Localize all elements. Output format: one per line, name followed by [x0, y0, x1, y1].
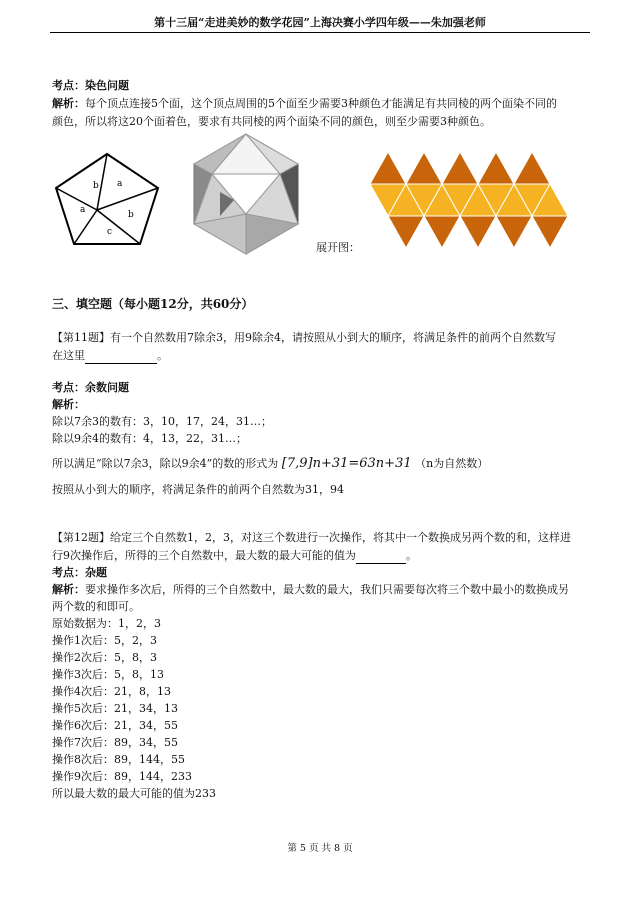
kaodian-value: 染色问题 [85, 79, 129, 92]
q12-text: 。 [406, 549, 417, 562]
jiexi-label: 解析： [52, 398, 85, 411]
coloring-kaodian [52, 78, 129, 94]
region-label: a [80, 205, 86, 215]
q11-text: 在这里 [52, 349, 85, 362]
net-triangle [496, 216, 532, 248]
net-triangle [388, 216, 424, 248]
mod9-line: 除以9余4的数有：4，13，22，31…； [52, 432, 247, 445]
coloring-analysis-line2: 颜色，所以将这20个面着色，要求有共同棱的两个面染不同的颜色，则至少需要3种颜色。 [52, 115, 491, 128]
kaodian-value: 余数问题 [85, 381, 129, 394]
pentagon-figure [52, 150, 162, 250]
region-label: b [128, 210, 134, 220]
region-label: a [117, 179, 123, 189]
kaodian-value: 杂题 [85, 566, 107, 579]
coloring-analysis-line1 [52, 96, 557, 112]
page-footer: 第 5 页 共 8 页 [287, 843, 353, 854]
kaodian-label: 考点： [52, 79, 85, 92]
q12-text: 给定三个自然数1，2，3，对这三个数进行一次操作，将其中一个数换成另两个数的和，这样进 [110, 531, 571, 544]
step-line: 操作8次后：89，144，55 [52, 753, 185, 766]
q11-text: 有一个自然数用7除余3，用9除余4，请按照从小到大的顺序，将满足条件的前两个自然数写 [110, 331, 556, 344]
q12-analysis-line1 [52, 582, 569, 598]
q12-line1 [52, 530, 571, 546]
page-header: 第十三届“走进美妙的数学花园”上海决赛小学四年级——朱加强老师 [154, 16, 486, 29]
q11-answer: 按照从小到大的顺序，将满足条件的前两个自然数为31，94 [52, 483, 344, 496]
form-text: 所以满足“除以7余3，除以9余4”的数的形式为 [52, 457, 279, 470]
region-label: b [93, 181, 99, 191]
q12-conclusion: 所以最大数的最大可能的值为233 [52, 787, 216, 800]
form-line [52, 456, 488, 472]
pentagon-spoke [74, 210, 97, 244]
net-triangle [370, 152, 406, 184]
net-triangle [460, 216, 496, 248]
q11-line1 [52, 330, 556, 346]
step-line: 原始数据为：1，2，3 [52, 617, 161, 630]
form-formula: [7,9]n+31=63n+31 [281, 456, 412, 471]
step-line: 操作1次后：5，2，3 [52, 634, 157, 647]
jiexi-label: 解析： [52, 583, 85, 596]
net-triangle [442, 152, 478, 184]
header-divider [50, 32, 590, 33]
q12-tag: 【第12题】 [52, 531, 110, 544]
step-line: 操作6次后：21，34，55 [52, 719, 178, 732]
kaodian-label: 考点： [52, 381, 85, 394]
answer-blank[interactable] [356, 551, 406, 564]
q11-line2 [52, 348, 168, 364]
region-label: c [107, 227, 113, 237]
net-triangle [424, 216, 460, 248]
step-line: 操作5次后：21，34，13 [52, 702, 178, 715]
q12-kaodian [52, 565, 107, 581]
q12-analysis-line2: 两个数的和即可。 [52, 600, 140, 613]
form-note: （n为自然数） [415, 457, 489, 470]
step-line: 操作9次后：89，144，233 [52, 770, 192, 783]
pentagon-spoke [97, 188, 158, 210]
section-title: 三、填空题（每小题12分，共60分） [52, 297, 254, 311]
q12-text: 行9次操作后，所得的三个自然数中，最大数的最大可能的值为 [52, 549, 356, 562]
analysis-text: 要求操作多次后，所得的三个自然数中，最大数的最大，我们只需要每次将三个数中最小的数换成另 [85, 583, 569, 596]
net-triangle [406, 152, 442, 184]
answer-blank[interactable] [85, 351, 157, 364]
net-triangle [532, 216, 568, 248]
step-line: 操作2次后：5，8，3 [52, 651, 157, 664]
mod7-line: 除以7余3的数有：3，10，17，24，31…； [52, 415, 272, 428]
net-triangle [478, 152, 514, 184]
kaodian-label: 考点： [52, 566, 85, 579]
step-line: 操作4次后：21，8，13 [52, 685, 171, 698]
step-line: 操作7次后：89，34，55 [52, 736, 178, 749]
q11-text: 。 [157, 349, 168, 362]
step-line: 操作3次后：5，8，13 [52, 668, 164, 681]
jiexi-label: 解析： [52, 97, 85, 110]
unfold-label: 展开图： [316, 241, 360, 254]
q11-tag: 【第11题】 [52, 331, 110, 344]
q11-kaodian [52, 380, 129, 396]
net-triangle [514, 152, 550, 184]
icosahedron-figure [190, 132, 306, 256]
icosahedron-net [368, 150, 578, 248]
analysis-text: 每个顶点连接5个面，这个顶点周围的5个面至少需要3种颜色才能满足有共同棱的两个面染不同的 [85, 97, 557, 110]
q12-line2 [52, 548, 417, 564]
